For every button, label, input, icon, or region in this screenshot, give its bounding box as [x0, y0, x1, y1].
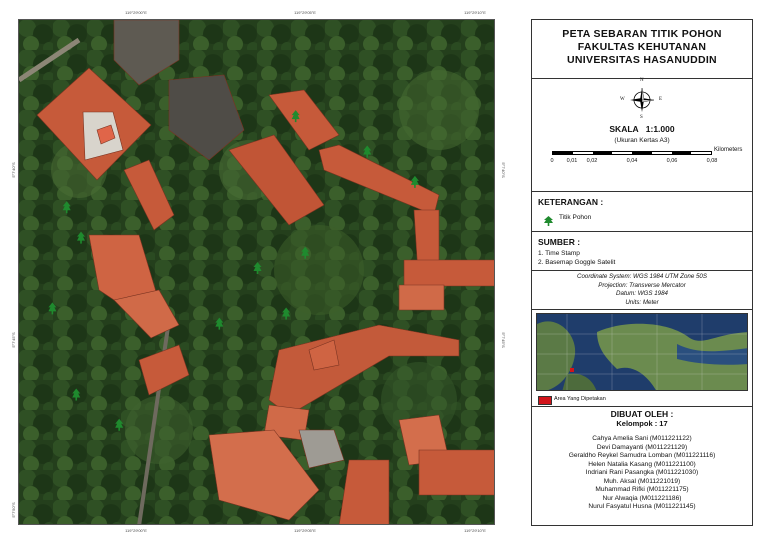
scale-tick-1: 0,01	[566, 158, 578, 164]
lon-tick-bottom-3: 119°29'10"E	[464, 528, 486, 533]
lon-tick-top-1: 119°29'00"E	[125, 10, 147, 15]
scale-bar	[552, 151, 712, 155]
lat-tick-left-2: 5°7'45"S	[11, 332, 17, 348]
lon-tick-bottom-2: 119°29'05"E	[294, 528, 316, 533]
compass-n: N	[640, 78, 644, 83]
member-name: Cahya Amelia Sani (M011221122)	[592, 435, 692, 442]
member-name: Muhammad Rifki (M011221175)	[595, 486, 689, 493]
credits-heading: DIBUAT OLEH :	[610, 409, 674, 419]
title-line-1: PETA SEBARAN TITIK POHON	[562, 28, 722, 40]
lat-tick-left-3: 5°7'50"S	[11, 502, 17, 518]
projection: Projection: Transverse Mercator	[598, 281, 686, 289]
source-block	[532, 232, 752, 271]
compass-s: S	[640, 115, 643, 120]
member-name: Nurul Fasyatul Husna (M011221145)	[588, 503, 696, 510]
sumber-heading: SUMBER :	[538, 237, 581, 247]
keterangan-heading: KETERANGAN :	[538, 197, 604, 207]
title-line-2: FAKULTAS KEHUTANAN	[577, 41, 707, 53]
north-arrow-icon	[627, 85, 657, 115]
satellite-map[interactable]	[18, 19, 495, 525]
legend-keterangan	[532, 192, 752, 232]
scale-tick-4: 0,06	[666, 158, 678, 164]
paper-size-note: (Ukuran Kertas A3)	[614, 137, 670, 144]
mapped-area-marker	[570, 368, 574, 372]
compass-w: W	[620, 97, 625, 102]
units: Units: Meter	[625, 298, 659, 306]
source-item: 2. Basemap Goggle Satelit	[538, 259, 616, 266]
map-canvas	[19, 20, 495, 525]
member-name: Nur Alwaqia (M011221186)	[602, 494, 682, 502]
lat-tick-left-1: 5°7'40"S	[11, 162, 17, 178]
member-name: Devi Damayanti (M011221129)	[596, 443, 688, 451]
member-name: Geraldho Reykel Samudra Lomban (M011221116)	[568, 452, 716, 459]
title-block	[532, 20, 752, 79]
lon-tick-top-2: 119°29'05"E	[294, 10, 316, 15]
member-name: Muh. Aksal (M011221019)	[603, 477, 681, 485]
lon-tick-top-3: 119°29'10"E	[464, 10, 486, 15]
scale-ratio: 1:1.000	[645, 124, 675, 134]
tree-point-icon	[544, 213, 553, 223]
member-name: Indriani Rani Pasangka (M011221030)	[585, 469, 699, 476]
scale-tick-3: 0,04	[626, 158, 638, 164]
scale-label: SKALA	[609, 124, 639, 134]
lat-tick-right-2: 5°7'45"S	[501, 332, 507, 348]
scale-title	[532, 124, 752, 134]
member-name: Helen Natalia Kasang (M011221100)	[588, 460, 696, 468]
coordinate-info-block	[532, 271, 752, 310]
lon-tick-bottom-1: 119°29'00"E	[125, 528, 147, 533]
inset-block	[532, 310, 752, 407]
scale-tick-2: 0,02	[586, 158, 598, 164]
scale-unit: Kilometers	[714, 147, 743, 153]
coordinate-system: Coordinate System: WGS 1984 UTM Zone 50S	[577, 273, 707, 280]
tree-point-label: Titik Pohon	[559, 214, 592, 221]
mapped-area-label: Area Yang Dipetakan	[554, 396, 606, 402]
member-list	[532, 435, 752, 512]
source-list	[538, 249, 615, 267]
scale-block	[532, 79, 752, 192]
source-item: 1. Time Stamp	[538, 250, 580, 257]
title-line-3: UNIVERSITAS HASANUDDIN	[567, 54, 717, 66]
inset-map[interactable]	[536, 313, 748, 391]
datum: Datum: WGS 1984	[616, 290, 668, 297]
scale-tick-0: 0	[550, 158, 554, 164]
mapped-area-swatch	[538, 396, 552, 405]
scale-tick-5: 0,08	[706, 158, 718, 164]
legend-panel	[531, 19, 753, 526]
credits-block	[532, 407, 752, 525]
compass-e: E	[659, 97, 663, 102]
lat-tick-right-1: 5°7'40"S	[501, 162, 507, 178]
group-number: Kelompok : 17	[616, 419, 668, 428]
